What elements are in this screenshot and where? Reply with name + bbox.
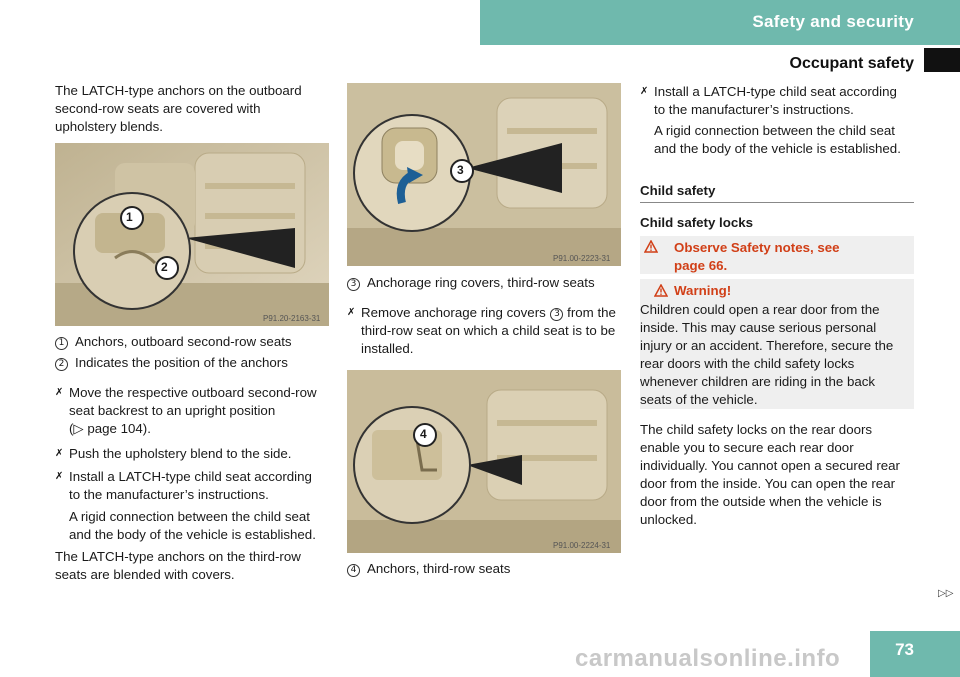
photo-second-row-anchors (55, 143, 329, 326)
caption-4: 4 Anchors, third-row seats (347, 560, 510, 578)
photo-code: P91.20-2163-31 (263, 314, 321, 323)
warning-triangle-icon (654, 284, 668, 297)
bullet-arrow-icon: ✗ (55, 471, 64, 482)
bullet-item: ✗ Install a LATCH-type child seat according to the manufacturer’s instructions. (55, 469, 312, 502)
body-paragraph: The child safety locks on the rear doors enable you to secure each rear door individually. You cannot open a secured rear door from the inside. You can open the rear door from the outside when the vehicle is unlocked. (640, 422, 900, 527)
inline-number: 3 (550, 308, 563, 321)
photo-code: P91.00-2224-31 (553, 541, 611, 550)
subsection-heading: Child safety locks (640, 215, 754, 230)
warning-title: Warning! (674, 283, 732, 298)
warning-text: Children could open a rear door from the inside. This may cause serious personal injury or an accident. Therefore, secure the rear doors with the child safety locks whenever children are riding in the back seats of the vehicle. (640, 302, 894, 407)
section-title: Safety and security (752, 12, 914, 31)
photo-third-row-anchors (347, 370, 621, 553)
callout-4: 4 (420, 427, 427, 441)
bullet-item: ✗ Move the respective outboard second-row seat backrest to an upright position (▷ page 104). (55, 385, 317, 436)
caption-number: 3 (347, 278, 360, 291)
watermark: carmanualsonline.info (575, 645, 841, 672)
outro-paragraph: The LATCH-type anchors on the third-row seats are blended with covers. (55, 549, 301, 582)
bullet-arrow-icon: ✗ (55, 387, 64, 398)
notice-text: Observe Safety notes, see page 66. (674, 240, 840, 273)
caption-2: 2 Indicates the position of the anchors (55, 354, 288, 372)
continue-arrow-icon: ▷▷ (938, 588, 954, 599)
caption-number: 1 (55, 337, 68, 350)
bullet-note: A rigid connection between the child seat and the body of the vehicle is established. (69, 509, 316, 542)
caption-number: 2 (55, 358, 68, 371)
bullet-arrow-icon: ✗ (640, 86, 649, 97)
callout-3: 3 (457, 163, 464, 177)
bullet-arrow-icon: ✗ (347, 307, 356, 318)
callout-1: 1 (126, 210, 133, 224)
bullet-item: ✗ Push the upholstery blend to the side. (55, 446, 292, 461)
page-number: 73 (895, 640, 914, 659)
warning-box (640, 279, 914, 409)
warning-triangle-icon (644, 240, 658, 253)
notice-box (640, 236, 914, 274)
page-number-tab (870, 631, 960, 677)
bullet-item: ✗ Install a LATCH-type child seat according to the manufacturer’s instructions. (640, 84, 897, 117)
section-heading: Child safety (640, 183, 914, 203)
photo-code: P91.00-2223-31 (553, 254, 611, 263)
caption-3: 3 Anchorage ring covers, third-row seats (347, 274, 595, 292)
bullet-note: A rigid connection between the child seat and the body of the vehicle is established. (654, 123, 901, 156)
callout-2: 2 (161, 260, 168, 274)
bullet-arrow-icon: ✗ (55, 448, 64, 459)
bullet-item: ✗ Remove anchorage ring covers 3 from the third-row seat on which a child seat is to be installed. (347, 305, 616, 356)
intro-paragraph: The LATCH-type anchors on the outboard second-row seats are covered with upholstery blends. (55, 83, 302, 134)
subsection-title: Occupant safety (789, 55, 914, 72)
thumb-tab (924, 48, 960, 72)
caption-1: 1 Anchors, outboard second-row seats (55, 333, 292, 351)
caption-number: 4 (347, 564, 360, 577)
photo-third-row-covers (347, 83, 621, 266)
